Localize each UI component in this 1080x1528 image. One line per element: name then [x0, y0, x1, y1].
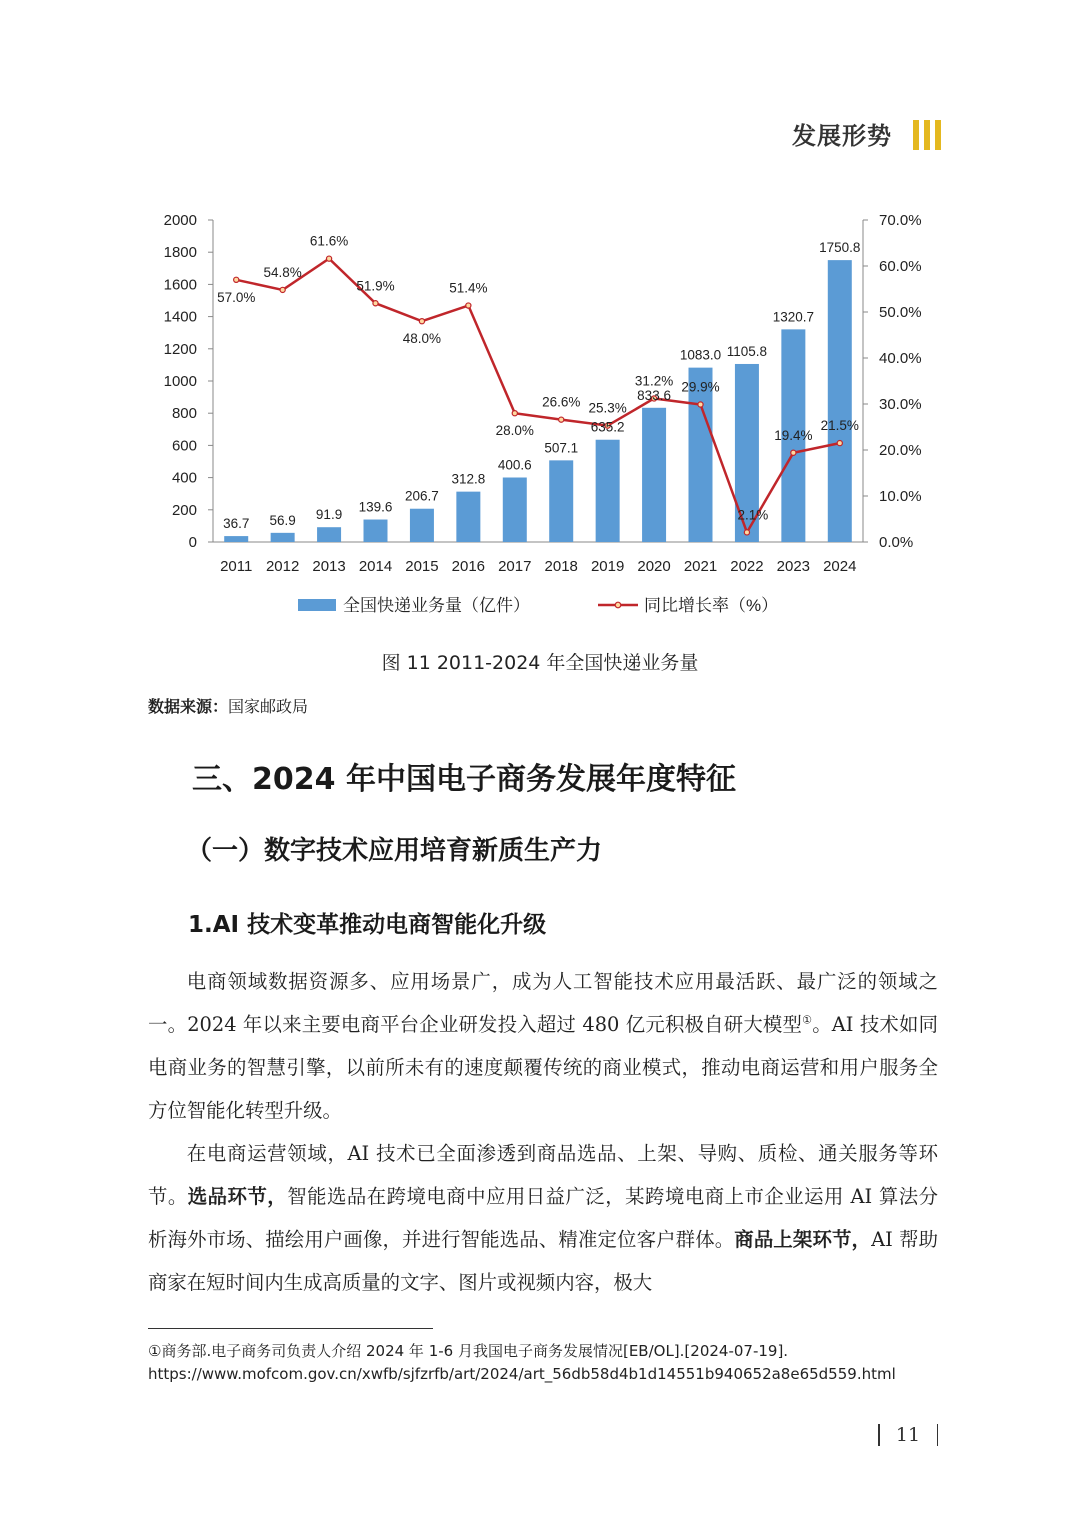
x-tick-label: 2021	[683, 558, 718, 575]
growth-value-label: 28.0%	[495, 423, 534, 439]
y-right-tick-label: 20.0%	[879, 442, 922, 459]
paragraph-2-intro: 在电商运营领域，AI 技术已全面渗透到商品选品、上架、导购、质检、通关服务等环节。	[148, 1142, 938, 1208]
growth-point-2014	[373, 301, 378, 306]
bar-value-label: 400.6	[497, 457, 532, 473]
x-tick-label: 2012	[265, 558, 300, 575]
footnote-ref[interactable]: ①	[802, 1013, 813, 1027]
footnote-divider	[148, 1328, 433, 1329]
bar-2011	[224, 536, 248, 542]
data-source-label: 数据来源：	[148, 697, 229, 716]
bar-value-label: 312.8	[451, 471, 486, 487]
y-right-tick-label: 60.0%	[879, 258, 922, 275]
y-right-tick-label: 70.0%	[879, 212, 922, 229]
growth-point-2012	[280, 287, 285, 292]
bar-2016	[456, 492, 480, 542]
bar-value-label: 91.9	[315, 507, 343, 523]
bar-value-label: 36.7	[223, 516, 250, 532]
x-tick-label: 2015	[405, 558, 439, 575]
y-left-tick-label: 1200	[163, 340, 197, 358]
y-right-tick-label: 50.0%	[879, 304, 922, 321]
bar-value-label: 833.6	[637, 387, 671, 403]
growth-value-label: 2.1%	[737, 507, 769, 523]
legend-bar-label: 全国快递业务量（亿件）	[343, 596, 530, 615]
growth-point-2018	[559, 417, 564, 422]
growth-value-label: 29.9%	[681, 379, 720, 395]
y-left-tick-label: 0	[188, 534, 197, 551]
growth-value-label: 57.0%	[217, 289, 256, 305]
paragraph-2-bold-selection: 选品环节，	[187, 1185, 288, 1208]
bar-2024	[828, 260, 852, 542]
paragraph-1-text: 电商领域数据资源多、应用场景广，成为人工智能技术应用最活跃、最广泛的领域之一。2024 年以来主要电商平台企业研发投入超过 480 亿元积极自研大模型	[148, 970, 938, 1036]
page-number-value: 11	[895, 1424, 921, 1446]
y-left-tick-label: 1800	[163, 244, 197, 262]
growth-point-2017	[512, 411, 517, 416]
y-left-tick-label: 600	[171, 437, 197, 455]
express-volume-chart	[140, 200, 940, 630]
bar-value-label: 1105.8	[726, 343, 768, 359]
page-number	[876, 1422, 940, 1450]
topic-heading: 1.AI 技术变革推动电商智能化升级	[188, 912, 547, 938]
footnote	[148, 1340, 938, 1386]
growth-value-label: 48.0%	[402, 331, 442, 347]
y-right-tick-label: 30.0%	[879, 396, 922, 413]
growth-point-2013	[326, 256, 331, 261]
bar-2012	[271, 533, 295, 542]
y-left-tick-label: 200	[171, 501, 197, 519]
bar-value-label: 507.1	[544, 440, 579, 456]
y-left-tick-label: 800	[171, 405, 197, 423]
y-right-tick-label: 0.0%	[879, 534, 914, 551]
data-source	[148, 694, 308, 717]
y-left-tick-label: 1400	[163, 308, 197, 326]
growth-point-2011	[234, 277, 239, 282]
bar-2017	[503, 478, 527, 542]
x-tick-label: 2018	[544, 558, 578, 575]
data-source-value: 国家邮政局	[228, 697, 309, 716]
bar-value-label: 139.6	[358, 499, 393, 515]
paragraph-1	[148, 960, 938, 1132]
footnote-url[interactable]: https://www.mofcom.gov.cn/xwfb/sjfzrfb/art/2024/art_56db58d4b1d14551b940652a8e65d559.html	[148, 1365, 896, 1383]
growth-point-2022	[744, 530, 749, 535]
section-heading: 三、2024 年中国电子商务发展年度特征	[192, 762, 736, 797]
bar-2019	[596, 440, 620, 542]
growth-point-2024	[837, 441, 842, 446]
x-tick-label: 2023	[776, 558, 811, 575]
x-tick-label: 2022	[730, 558, 764, 575]
figure-caption: 图 11 2011-2024 年全国快递业务量	[381, 652, 699, 674]
growth-point-2023	[791, 450, 796, 455]
bar-value-label: 1083.0	[679, 347, 722, 363]
x-tick-label: 2017	[498, 558, 532, 575]
x-tick-label: 2013	[312, 558, 346, 575]
bar-value-label: 56.9	[269, 512, 296, 528]
subsection-heading: （一）数字技术应用培育新质生产力	[186, 836, 603, 866]
growth-point-2021	[698, 402, 703, 407]
x-tick-label: 2024	[823, 558, 857, 575]
growth-value-label: 61.6%	[309, 233, 349, 249]
x-tick-label: 2020	[637, 558, 671, 575]
legend-line-label: 同比增长率（%）	[644, 596, 779, 615]
bar-value-label: 635.2	[590, 419, 625, 435]
legend-bar-swatch	[298, 599, 336, 611]
bar-2018	[549, 460, 573, 542]
paragraph-1-rest: 。AI 技术如同电商业务的智慧引擎，以前所未有的速度颠覆传统的商业模式，推动电商运营和用户服务全方位智能化转型升级。	[148, 1013, 938, 1122]
footnote-citation: ①商务部.电子商务司负责人介绍 2024 年 1-6 月我国电子商务发展情况[EB/OL].[2024-07-19].	[148, 1342, 789, 1360]
paragraph-2-listing-text: AI 帮助商家在短时间内生成高质量的文字、图片或视频内容，极大	[148, 1228, 939, 1294]
x-tick-label: 2014	[358, 558, 393, 575]
growth-value-label: 51.9%	[356, 278, 395, 294]
growth-value-label: 31.2%	[634, 373, 674, 389]
y-left-tick-label: 2000	[163, 212, 197, 229]
growth-point-2016	[466, 303, 471, 308]
bar-2020	[642, 408, 666, 542]
y-left-tick-label: 1600	[163, 276, 197, 294]
bar-2015	[410, 509, 434, 542]
y-left-tick-label: 1000	[163, 373, 197, 390]
growth-value-label: 25.3%	[588, 400, 627, 416]
x-tick-label: 2011	[220, 558, 253, 575]
x-tick-label: 2016	[451, 558, 486, 575]
bar-value-label: 1750.8	[819, 240, 861, 256]
paragraph-2-bold-listing: 商品上架环节，	[734, 1228, 872, 1251]
bar-2014	[364, 520, 388, 542]
paragraph-2-selection-text: 智能选品在跨境电商中应用日益广泛，某跨境电商上市企业运用 AI 算法分析海外市场、描绘用户画像，并进行智能选品、精准定位客户群体。	[148, 1185, 939, 1251]
growth-value-label: 21.5%	[820, 418, 859, 434]
header-section-title: 发展形势	[792, 122, 892, 150]
bar-value-label: 206.7	[405, 488, 439, 504]
paragraph-2	[148, 1132, 938, 1304]
bar-2013	[317, 527, 341, 542]
y-left-tick-label: 400	[171, 469, 197, 487]
growth-value-label: 26.6%	[542, 394, 581, 410]
growth-value-label: 54.8%	[263, 264, 302, 280]
legend-line-marker	[615, 602, 621, 608]
bar-value-label: 1320.7	[772, 309, 815, 325]
growth-value-label: 51.4%	[449, 280, 488, 296]
growth-value-label: 19.4%	[774, 427, 813, 443]
x-tick-label: 2019	[590, 558, 625, 575]
y-right-tick-label: 40.0%	[879, 350, 922, 367]
header-decoration-bars	[913, 120, 941, 150]
y-right-tick-label: 10.0%	[879, 488, 922, 505]
growth-point-2015	[419, 319, 424, 324]
